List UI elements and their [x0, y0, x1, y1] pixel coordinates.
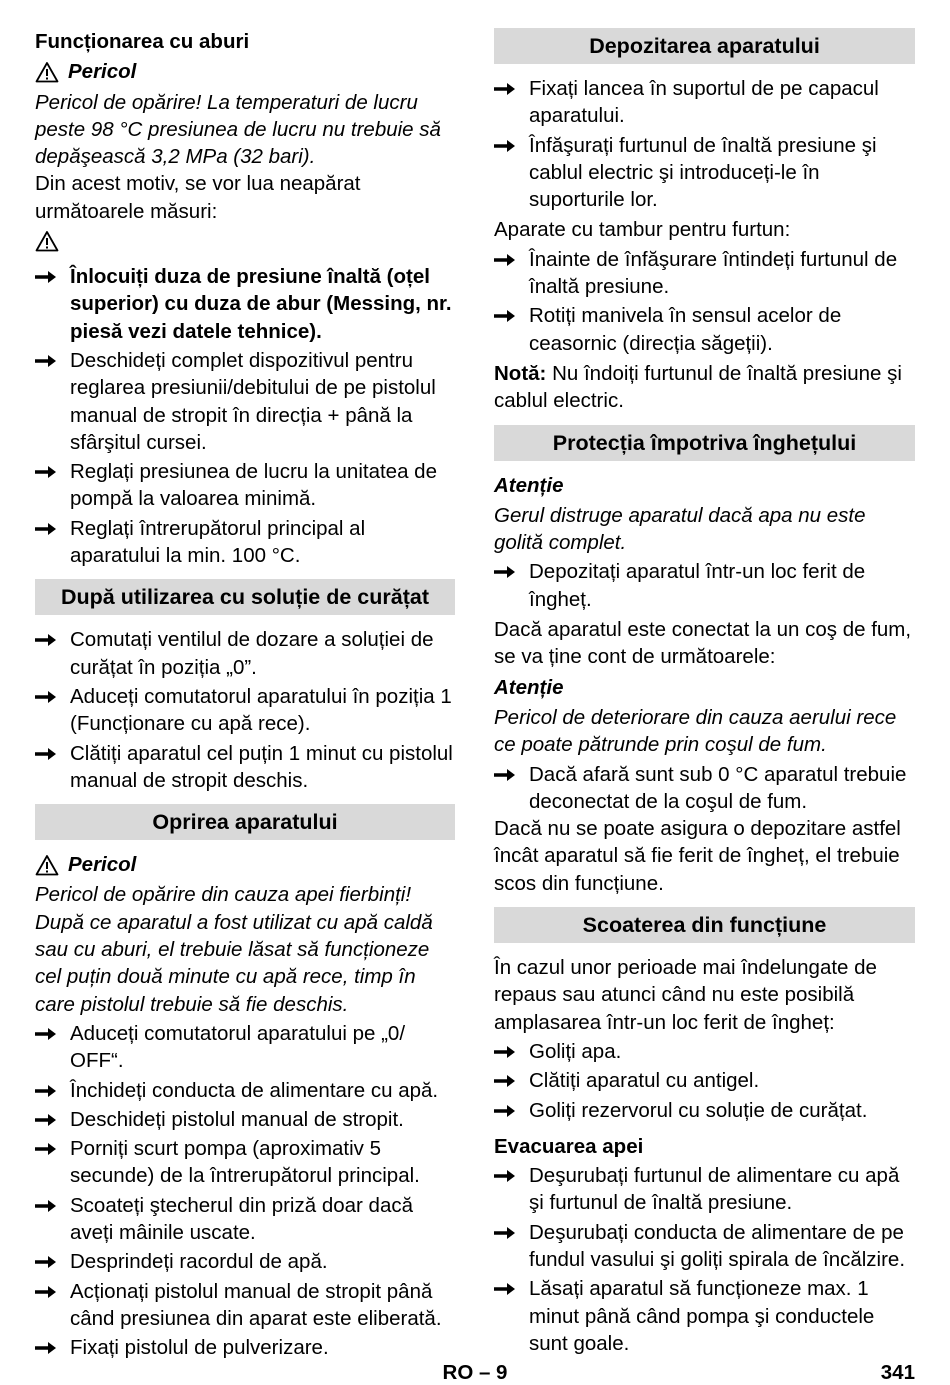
- left-column: [35, 28, 455, 1361]
- arrow-right-icon: [35, 1255, 57, 1269]
- list-item: Reglați presiunea de lucru la unitatea de pompă la valoarea minimă.: [35, 458, 455, 513]
- arrow-right-icon: [494, 1045, 516, 1059]
- danger-text-1: Pericol de opărire! La temperaturi de lucru peste 98 °C presiunea de lucru nu trebuie să depăşească 3,2 MPa (32 bari).: [35, 90, 441, 169]
- arrow-right-icon: [35, 1142, 57, 1156]
- arrow-right-icon: [494, 1104, 516, 1118]
- list-item: Fixați lancea în suportul de pe capacul aparatului.: [494, 75, 915, 130]
- section-bar-after-detergent: După utilizarea cu soluție de curățat: [35, 579, 455, 615]
- arrow-right-icon: [35, 1199, 57, 1213]
- list-item: Goliți rezervorul cu soluție de curățat.: [494, 1097, 915, 1124]
- note-text: Nu îndoiți furtunul de înaltă presiune şi cablul electric.: [494, 361, 902, 413]
- list-item: Porniți scurt pompa (aproximativ 5 secunde) de la întrerupătorul principal.: [35, 1135, 455, 1190]
- arrow-right-icon: [35, 522, 57, 536]
- arrow-right-icon: [494, 309, 516, 323]
- list-item: Fixați pistolul de pulverizare.: [35, 1334, 455, 1361]
- chimney-intro: Dacă aparatul este conectat la un coş de fum, se va ține cont de următoarele:: [494, 618, 912, 669]
- arrow-right-icon: [35, 690, 57, 704]
- arrow-right-icon: [494, 1074, 516, 1088]
- list-item: Deşurubați conducta de alimentare de pe fundul vasului şi goliți spirala de încălzire.: [494, 1219, 915, 1274]
- arrow-right-icon: [35, 1027, 57, 1041]
- arrow-right-icon: [35, 1341, 57, 1355]
- list-item: Înlocuiți duza de presiune înaltă (oțel superior) cu duza de abur (Messing, nr. piesă vezi datele tehnice).: [35, 263, 455, 345]
- list-item: Deşurubați furtunul de alimentare cu apă şi furtunul de înaltă presiune.: [494, 1162, 915, 1217]
- list-item: Desprindeți racordul de apă.: [35, 1248, 455, 1275]
- danger-text-2: Pericol de opărire din cauza apei fierbinți! După ce aparatul a fost utilizat cu apă caldă sau cu aburi, el trebuie lăsat să funcționeze cel puțin două minute cu apă rece, timp în care pistolul trebuie să fie deschis.: [35, 883, 433, 1016]
- section-bar-stop-device: Oprirea aparatului: [35, 804, 455, 840]
- list-item: Deschideți pistolul manual de stropit.: [35, 1106, 455, 1133]
- list-item: Aduceți comutatorul aparatului pe „0/ OFF“.: [35, 1020, 455, 1075]
- attention-label-1: Atenție: [494, 473, 564, 497]
- list-item: Clătiți aparatul cu antigel.: [494, 1067, 915, 1094]
- warning-triangle-icon: [35, 854, 59, 876]
- list-item: Scoateți ştecherul din priză doar dacă aveți mâinile uscate.: [35, 1192, 455, 1247]
- attention-text-2: Pericol de deteriorare din cauza aerului rece ce poate pătrunde prin coşul de fum.: [494, 705, 897, 757]
- warning-triangle-icon: [35, 230, 59, 252]
- danger-label-2: Pericol: [35, 851, 455, 878]
- frost-outro: Dacă nu se poate asigura o depozitare astfel încât aparatul să fie ferit de îngheț, el trebuie scos din funcțiune.: [494, 817, 901, 895]
- list-item: Dacă afară sunt sub 0 °C aparatul trebuie deconectat de la coşul de fum.: [494, 761, 915, 816]
- attention-text-1: Gerul distruge aparatul dacă apa nu este golită complet.: [494, 503, 866, 555]
- list-item: Deschideți complet dispozitivul pentru reglarea presiunii/debitului de pe pistolul manual de stropit în direcția + până la sfârşitul cursei.: [35, 347, 455, 456]
- arrow-right-icon: [35, 747, 57, 761]
- attention-label-2: Atenție: [494, 675, 564, 699]
- note-paragraph: [494, 360, 915, 415]
- list-item: Aduceți comutatorul aparatului în poziția 1 (Funcționare cu apă rece).: [35, 683, 455, 738]
- arrow-right-icon: [35, 1084, 57, 1098]
- arrow-right-icon: [35, 633, 57, 647]
- heading-water-drain: Evacuarea apei: [494, 1134, 644, 1158]
- warning-triangle-icon: [35, 61, 59, 83]
- list-item: Depozitați aparatul într-un loc ferit de îngheț.: [494, 558, 915, 613]
- arrow-right-icon: [494, 768, 516, 782]
- heading-steam-operation: Funcționarea cu aburi: [35, 30, 250, 53]
- arrow-right-icon: [35, 465, 57, 479]
- warning-standalone: [35, 225, 455, 257]
- list-item: Reglați întrerupătorul principal al aparatului la min. 100 °C.: [35, 515, 455, 570]
- list-item: Clătiți aparatul cel puțin 1 minut cu pistolul manual de stropit deschis.: [35, 740, 455, 795]
- list-item: Închideți conducta de alimentare cu apă.: [35, 1077, 455, 1104]
- arrow-right-icon: [494, 253, 516, 267]
- decommission-intro: În cazul unor perioade mai îndelungate de repaus sau atunci când nu este posibilă amplasarea într-un loc ferit de îngheț:: [494, 956, 877, 1034]
- arrow-right-icon: [494, 1282, 516, 1296]
- arrow-right-icon: [35, 270, 57, 284]
- arrow-right-icon: [494, 139, 516, 153]
- note-label: Notă:: [494, 361, 547, 385]
- arrow-right-icon: [35, 1113, 57, 1127]
- list-item: Comutați ventilul de dozare a soluției de curățat în poziția „0”.: [35, 626, 455, 681]
- section-bar-decommission: Scoaterea din funcțiune: [494, 907, 915, 943]
- list-item: Rotiți manivela în sensul acelor de ceasornic (direcția săgeții).: [494, 302, 915, 357]
- arrow-right-icon: [494, 82, 516, 96]
- list-item: Înainte de înfăşurare întindeți furtunul de înaltă presiune.: [494, 246, 915, 301]
- arrow-right-icon: [494, 565, 516, 579]
- list-item: Lăsați aparatul să funcționeze max. 1 minut până când pompa şi conductele sunt goale.: [494, 1275, 915, 1357]
- footer-section-label: RO – 9: [442, 1361, 508, 1384]
- arrow-right-icon: [494, 1169, 516, 1183]
- section-bar-frost-protection: Protecția împotriva înghețului: [494, 425, 915, 461]
- arrow-right-icon: [35, 354, 57, 368]
- arrow-right-icon: [35, 1285, 57, 1299]
- right-column: [494, 28, 915, 1357]
- list-item: Goliți apa.: [494, 1038, 915, 1065]
- list-item: Acționați pistolul manual de stropit până când presiunea din aparat este eliberată.: [35, 1278, 455, 1333]
- arrow-right-icon: [494, 1226, 516, 1240]
- page-number: 341: [880, 1361, 915, 1384]
- steam-intro: Din acest motiv, se vor lua neapărat următoarele măsuri:: [35, 172, 361, 223]
- section-bar-storage: Depozitarea aparatului: [494, 28, 915, 64]
- list-item: Înfăşurați furtunul de înaltă presiune şi cablul electric şi introduceți-le în suporturile lor.: [494, 132, 915, 214]
- drum-intro: Aparate cu tambur pentru furtun:: [494, 218, 791, 242]
- danger-label-1: Pericol: [35, 58, 455, 85]
